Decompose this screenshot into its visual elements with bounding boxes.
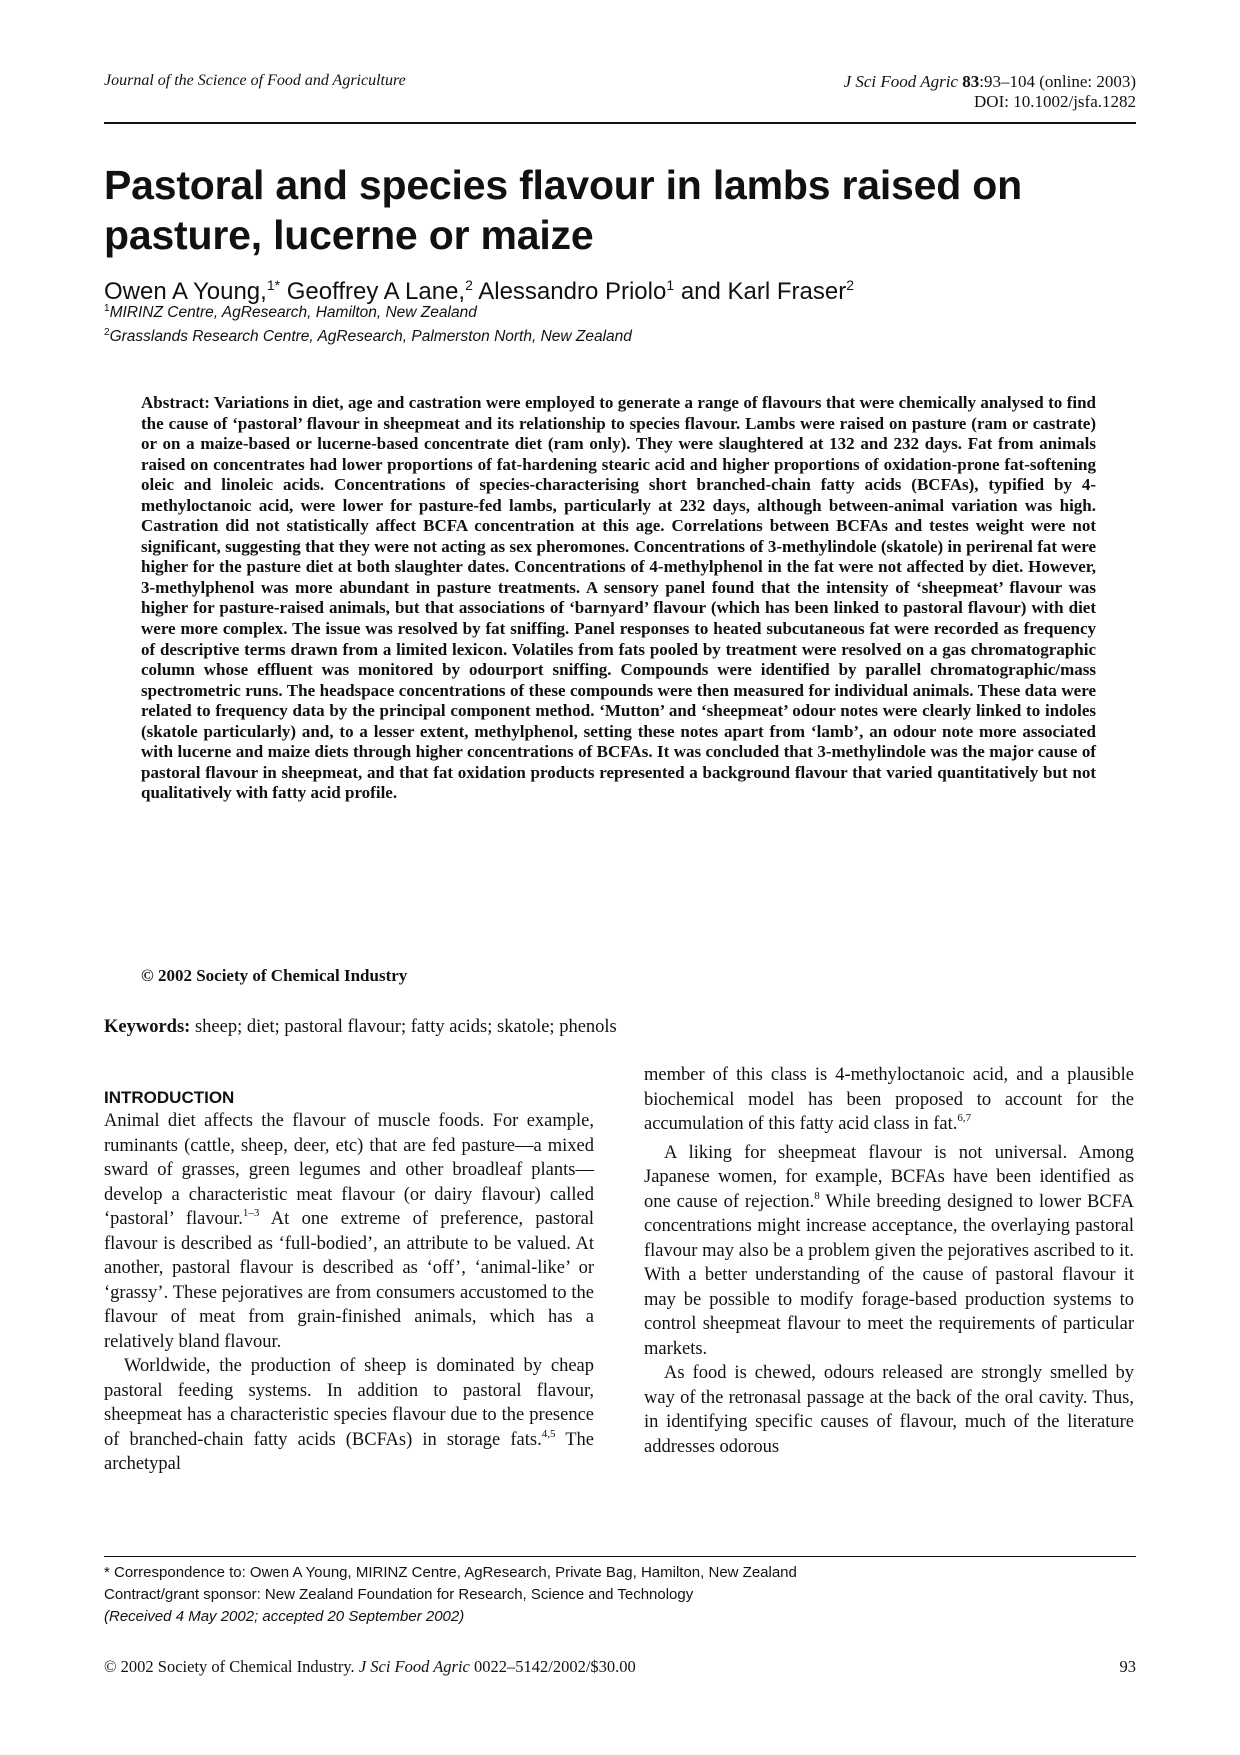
citation-block: [844, 72, 1136, 112]
paragraph-text: While breeding designed to lower BCFA concentrations might increase acceptance, the overlaying pastoral flavour may also be a problem given the pejoratives ascribed to it. With a better understanding of the cause of pastoral flavour it may be possible to modify forage-based production systems to control sheepmeat flavour to meet the requirements of particular markets.: [644, 1191, 1135, 1359]
citation-pages: :93–104 (online: 2003): [979, 72, 1136, 91]
citation-ref[interactable]: 1–3: [242, 1207, 260, 1219]
citation-ref[interactable]: 6,7: [957, 1112, 972, 1124]
footer-issn: 0022–5142/2002/$30.00: [473, 1657, 636, 1676]
citation-volume: 83: [962, 72, 980, 91]
affiliation-text: Grasslands Research Centre, AgResearch, Palmerston North, New Zealand: [109, 328, 632, 346]
paragraph: As food is chewed, odours released are strongly smelled by way of the retronasal passage at the back of the oral cavity. Thus, in identifying specific causes of flavour, much of the literature addresses odorous: [644, 1363, 1134, 1457]
author-name: Alessandro Priolo: [478, 278, 667, 305]
keywords-label: Keywords:: [104, 1017, 191, 1037]
paragraph-text: member of this class is 4-methyloctanoic acid, and a plausible biochemical model has been proposed to account for the accumulation of this fatty acid class in fat.: [644, 1065, 1134, 1134]
correspondence-note: * Correspondence to: Owen A Young, MIRINZ Centre, AgResearch, Private Bag, Hamilton, New Zealand: [104, 1564, 797, 1581]
page-footer: [104, 1657, 1136, 1677]
author-name: Geoffrey A Lane,: [286, 278, 466, 305]
footer-copyright: © 2002 Society of Chemical Industry.: [104, 1657, 355, 1676]
footer-journal: J Sci Food Agric: [358, 1657, 470, 1676]
author-name: Owen A Young,: [104, 278, 267, 305]
citation-journal: J Sci Food Agric: [843, 72, 958, 91]
citation-line: [844, 72, 1136, 92]
citation-ref[interactable]: 8: [814, 1189, 820, 1202]
author-list: [104, 270, 854, 307]
paragraph-text: Worldwide, the production of sheep is dominated by cheap pastoral feeding systems. In addition to pastoral flavour, sheepmeat has a characteristic species flavour due to the presence of branched-chain fatty acids (BCFAs) in storage fats.: [104, 1356, 594, 1450]
paragraph: [104, 1354, 594, 1477]
abstract: Abstract: Variations in diet, age and castration were employed to generate a range of flavours that were chemically analysed to find the cause of ‘pastoral’ flavour in sheepmeat and its relationship to species flavour. Lambs were raised on pasture (ram or castrate) or on a maize-based or lucerne-based concentrate diet (ram only). They were slaughtered at 132 and 232 days. Fat from animals raised on concentrates had lower proportions of fat-hardening stearic acid and higher proportions of oxidation-prone fat-softening oleic and linoleic acids. Concentrations of species-characterising short branched-chain fatty acids (BCFAs), typified by 4-methyloctanoic acid, were lower for pasture-fed lambs, particularly at 232 days, although between-animal variation was high. Castration did not statistically affect BCFA concentration at this age. Correlations between BCFAs and testes weight were not significant, suggesting that they were not acting as sex pheromones. Concentrations of 3-methylindole (skatole) in perirenal fat were higher for the pasture diet at both slaughter dates. Concentrations of 4-methylphenol in the fat were not affected by diet. However, 3-methylphenol was more abundant in pasture treatments. A sensory panel found that the intensity of ‘sheepmeat’ flavour was higher for pasture-raised animals, but that associations of ‘barnyard’ flavour (which has been linked to pastoral flavour) with diet were more complex. The issue was resolved by fat sniffing. Panel responses to heated subcutaneous fat were recorded as frequency of descriptive terms drawn from a limited lexicon. Volatiles from fats pooled by treatment were resolved on a gas chromatographic column whose effluent was monitored by odourport sniffing. Compounds were identified by parallel chromatographic/mass spectrometric runs. The headspace concentrations of these compounds were then measured for individual animals. These data were related to frequency data by the principal component method. ‘Mutton’ and ‘sheepmeat’ odour notes were clearly linked to indoles (skatole particularly) and, to a lesser extent, methylphenol, setting these notes apart from ‘lamb’, an odour note more associated with lucerne and maize diets through higher concentrations of BCFAs. It was concluded that 3-methylindole was the major cause of pastoral flavour in sheepmeat, and that fat oxidation products represented a background flavour that varied quantitatively but not qualitatively with fatty acid profile.: [141, 393, 1096, 803]
affiliation-mark: 2: [104, 327, 110, 338]
paragraph-text: The archetypal: [104, 1429, 594, 1474]
citation-ref[interactable]: 4,5: [541, 1427, 556, 1440]
affiliation-text: MIRINZ Centre, AgResearch, Hamilton, New Zealand: [109, 304, 477, 322]
abstract-copyright: © 2002 Society of Chemical Industry: [141, 966, 408, 985]
paragraph: [644, 1141, 1134, 1362]
paragraph-text: At one extreme of preference, pastoral flavour is described as ‘full-bodied’, an attribute to be valued. At another, pastoral flavour is described as ‘off’, ‘animal-like’ or ‘grassy’. These pejoratives are from consumers accustomed to the flavour of meat from grain-finished animals, which has a relatively bland flavour.: [104, 1209, 594, 1352]
paragraph-text: A liking for sheepmeat flavour is not universal. Among Japanese women, for example, BCFAs have been identified as one cause of rejection.: [644, 1142, 1134, 1212]
right-column: [644, 1063, 1134, 1459]
received-note: [104, 1606, 797, 1628]
paragraph: [104, 1109, 594, 1354]
left-column: [104, 1087, 594, 1477]
affiliation-mark: 1: [104, 303, 110, 314]
running-header: [104, 70, 1136, 120]
author-name: and Karl Fraser: [680, 278, 847, 305]
keywords-list: sheep; diet; pastoral flavour; fatty acids; skatole; phenols: [194, 1017, 617, 1037]
doi: DOI: 10.1002/jsfa.1282: [974, 92, 1136, 111]
author-affiliation-mark: 1*: [266, 277, 281, 293]
sponsor-note: Contract/grant sponsor: New Zealand Foundation for Research, Science and Technology: [104, 1586, 694, 1603]
article-title: Pastoral and species flavour in lambs raised on pasture, lucerne or maize: [104, 162, 1022, 258]
author-affiliation-mark: 1: [666, 277, 675, 293]
received-dates: (Received 4 May 2002; accepted 20 September 2002): [104, 1608, 465, 1625]
author-affiliation-mark: 2: [465, 277, 473, 293]
affiliation: [104, 303, 477, 322]
paragraph-text: Animal diet affects the flavour of muscle foods. For example, ruminants (cattle, sheep, deer, etc) that are fed pasture—a mixed sward of grasses, green legumes and other broadleaf plants—develop a characteristic meat flavour (or dairy flavour) called ‘pastoral’ flavour.: [104, 1111, 594, 1229]
footnotes: [104, 1562, 797, 1628]
footnote-rule: [104, 1556, 1136, 1557]
author-affiliation-mark: 2: [846, 277, 855, 293]
affiliation: [104, 327, 632, 346]
journal-name: Journal of the Science of Food and Agriculture: [104, 72, 406, 89]
section-heading: INTRODUCTION: [104, 1088, 235, 1107]
header-rule: [104, 122, 1136, 124]
paragraph: [644, 1063, 1134, 1137]
keywords: [104, 1017, 617, 1038]
page-number: 93: [1119, 1657, 1136, 1676]
